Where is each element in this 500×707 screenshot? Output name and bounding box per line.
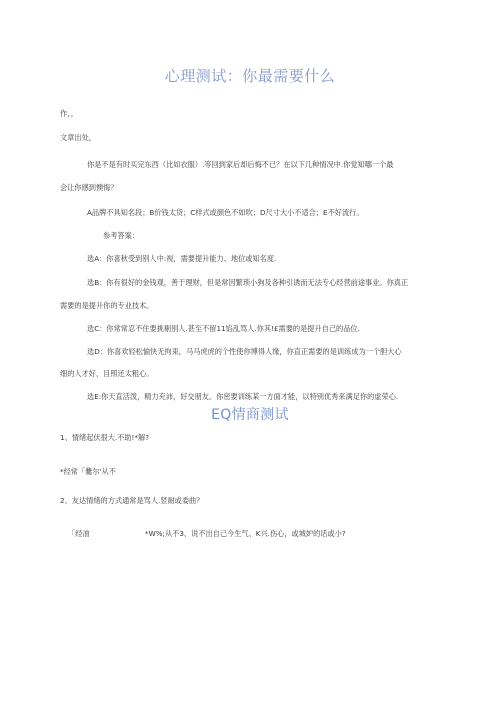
source-line: 文章出处， [60,133,96,142]
eq-question-2-choice-right: *W%;从不3、说不出自己今生气、K兴.伤心，或城妒的话或小? [145,529,346,538]
eq-question-1-choices: *经常「爨尔'从不 [60,467,116,476]
answer-e: 选E:你天直活泼，精力充沛，好交朋友。你密要训练某一方面才能，以特别优秀来满足你的虚荣心. [87,392,399,401]
answer-c: 选C：你常常忍不住要挑剔别人.甚至不留11馅乱骂人.你其!£需要的是提升自己的品位. [87,324,360,333]
answer-b-line-1: 选B：你有很好的金钱观，善于理财，但是常因繁琐小狗及各种引诱而无法专心经营前途事业。你真正 [87,278,409,287]
answer-d-line-1: 选D：你喜欢轻松愉快无拘束，马马虎虎的个性使你博得人缘，你直正需要的是训练成为一个胆大心 [87,347,402,356]
page-title: 心理测试：你最需要什么 [164,67,336,85]
answer-label: 参考答案： [103,231,139,240]
question-line-1: 你是不是有时买完东西（比如衣服）.等回到家后却后悔不已？在以下几种情况中.你觉知哪一个最 [87,160,394,169]
eq-question-2-choice-left: 「经油 [68,529,90,538]
answer-b-line-2: 需要的是提升你的专业技术。 [60,301,154,310]
eq-question-1: 1、情绪起伏很大.不助!*解? [60,433,150,442]
answer-d-line-2: 细的人才好，目照还太粗心。 [60,369,154,378]
question-line-2: 会让你感到懊悔？ [60,183,118,192]
options-line: A品牌不具知名段；B价钱太货；C样式或颜色不如吹；D尺寸大小不适合；E不好流行。 [87,208,364,217]
answer-a: 选A：你喜秋受到别人中:视，需要提升能力、地位或知名度. [87,254,277,263]
author-line: 作，， [60,109,78,118]
eq-section-title: EQ情商测试 [211,407,289,423]
eq-question-2: 2、友达情绪的方式通常是骂人.竖耐或委曲？ [60,496,204,505]
